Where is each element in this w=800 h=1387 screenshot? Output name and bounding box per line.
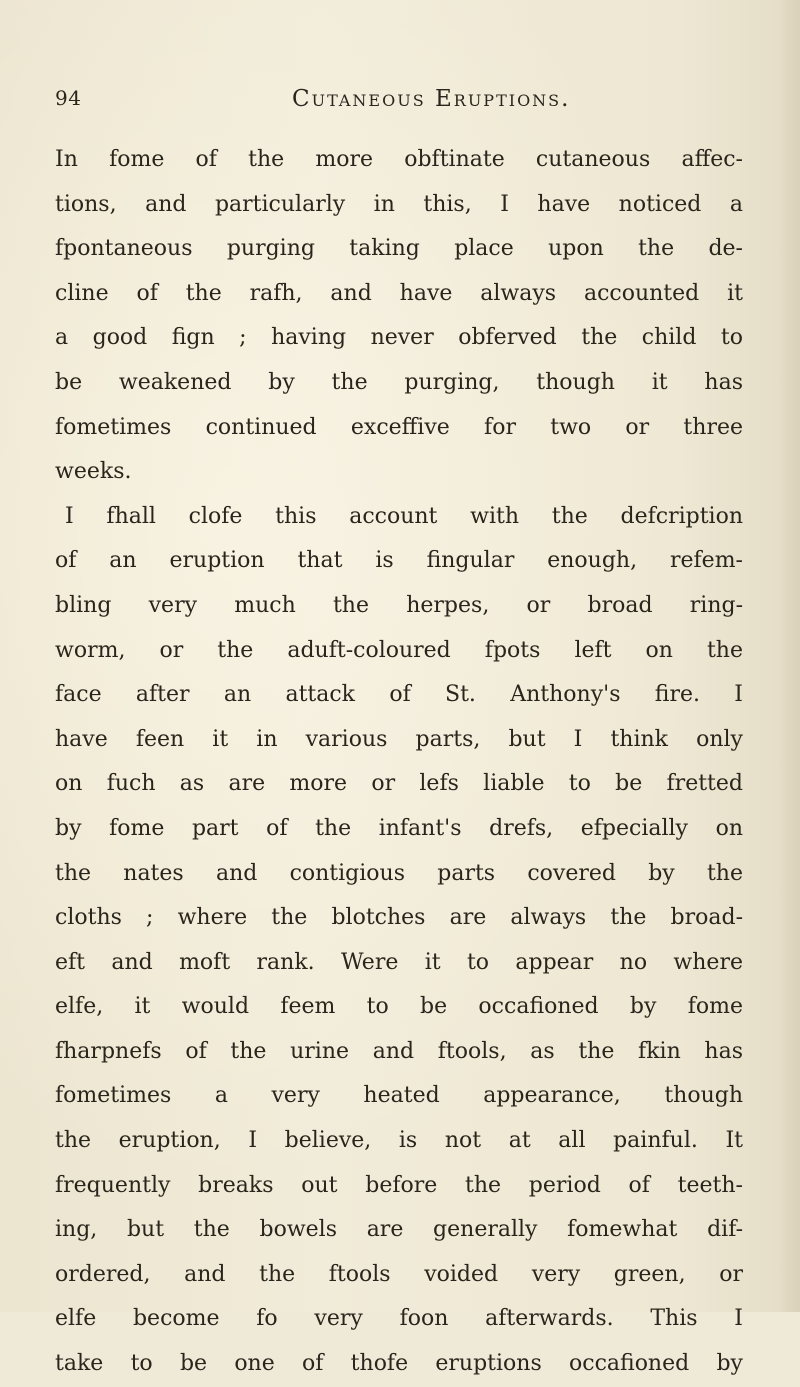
text-line: the eruption, I believe, is not at all painful. It bbox=[55, 1128, 743, 1154]
text-line: eft and moft rank. Were it to appear no where bbox=[55, 949, 743, 975]
text-line: I fhall clofe this account with the defcription bbox=[65, 503, 743, 529]
text-line: on fuch as are more or lefs liable to be fretted bbox=[55, 771, 743, 797]
text-line: of an eruption that is fingular enough, refem- bbox=[55, 548, 743, 574]
text-line: ordered, and the ftools voided very green, or bbox=[55, 1261, 743, 1287]
text-line: by fome part of the infant's drefs, efpecially on bbox=[55, 815, 743, 841]
text-line: weeks. bbox=[55, 459, 132, 485]
text-line: tions, and particularly in this, I have noticed a bbox=[55, 191, 743, 217]
page-number: 94 bbox=[55, 86, 82, 110]
text-line: face after an attack of St. Anthony's fire. I bbox=[55, 682, 743, 708]
text-line: be weakened by the purging, though it has bbox=[55, 369, 743, 395]
text-line: frequently breaks out before the period of teeth- bbox=[55, 1172, 743, 1198]
text-line: the nates and contigious parts covered by the bbox=[55, 860, 743, 886]
text-line: have feen it in various parts, but I think only bbox=[55, 726, 743, 752]
text-line: elfe, it would feem to be occafioned by fome bbox=[55, 994, 743, 1020]
page-header bbox=[0, 86, 800, 122]
text-line: take to be one of thofe eruptions occafioned by bbox=[55, 1351, 743, 1377]
text-line: fpontaneous purging taking place upon the de- bbox=[55, 236, 743, 262]
text-line: fometimes continued exceffive for two or three bbox=[55, 414, 743, 440]
text-line: a good fign ; having never obferved the child to bbox=[55, 325, 743, 351]
text-line: elfe become fo very foon afterwards. This I bbox=[55, 1306, 743, 1332]
page-edge-shadow bbox=[778, 0, 800, 1312]
text-line: bling very much the herpes, or broad ring- bbox=[55, 592, 743, 618]
body-text bbox=[55, 138, 743, 1387]
text-line: worm, or the aduft-coloured fpots left on the bbox=[55, 637, 743, 663]
text-line: ing, but the bowels are generally fomewhat dif- bbox=[55, 1217, 743, 1243]
running-head: Cutaneous Eruptions. bbox=[292, 86, 571, 112]
text-line: fometimes a very heated appearance, though bbox=[55, 1083, 743, 1109]
text-line: cloths ; where the blotches are always the broad- bbox=[55, 905, 743, 931]
text-line: fharpnefs of the urine and ftools, as the fkin has bbox=[55, 1038, 743, 1064]
text-line: In fome of the more obftinate cutaneous affec- bbox=[55, 147, 743, 172]
text-line: cline of the rafh, and have always accounted it bbox=[55, 280, 743, 306]
